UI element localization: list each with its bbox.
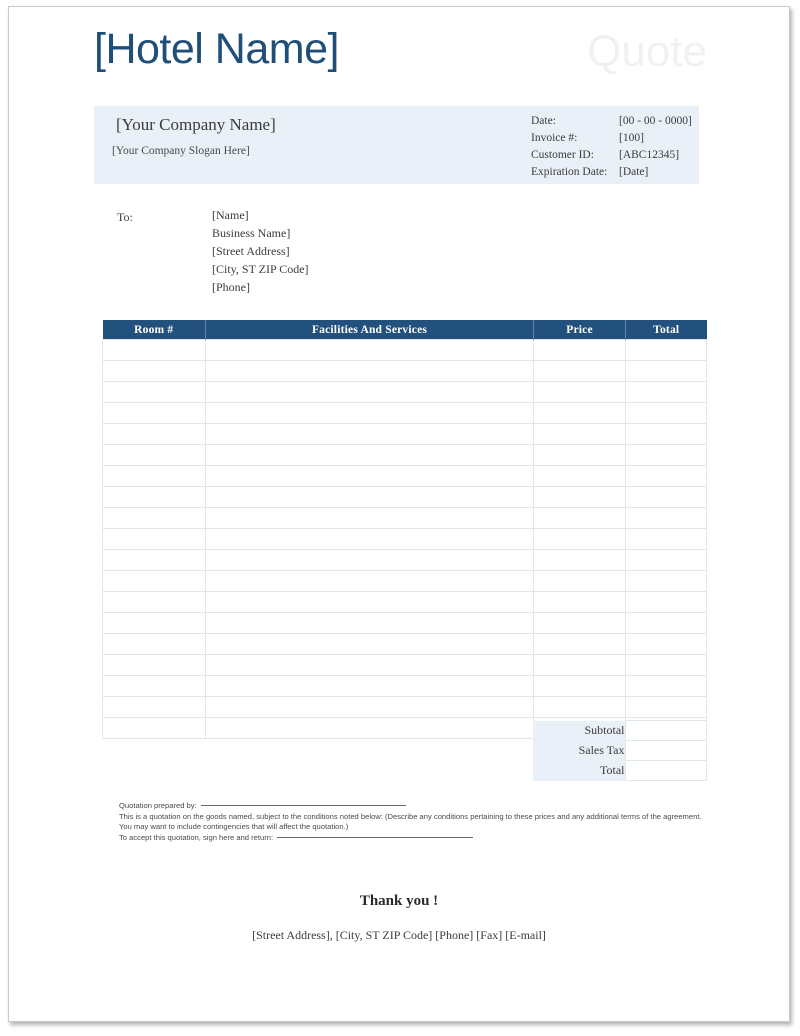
cell-room[interactable]	[103, 340, 206, 361]
meta-label-invoice: Invoice #:	[531, 132, 578, 144]
recipient-line-phone: [Phone]	[212, 280, 250, 294]
cell-total[interactable]	[626, 613, 707, 634]
footer-contact-line: [Street Address], [City, ST ZIP Code] [Phone] [Fax] [E-mail]	[252, 928, 546, 942]
cell-price[interactable]	[534, 592, 626, 613]
cell-price[interactable]	[534, 445, 626, 466]
cell-facilities[interactable]	[206, 403, 534, 424]
quote-meta-table	[531, 115, 692, 183]
totals-row-sales-tax	[533, 741, 706, 761]
cell-room[interactable]	[103, 424, 206, 445]
cell-room[interactable]	[103, 676, 206, 697]
cell-total[interactable]	[626, 508, 707, 529]
meta-label-expiration: Expiration Date:	[531, 166, 608, 178]
cell-price[interactable]	[534, 487, 626, 508]
line-items-header	[103, 320, 707, 340]
cell-room[interactable]	[103, 361, 206, 382]
cell-facilities[interactable]	[206, 697, 534, 718]
cell-price[interactable]	[534, 676, 626, 697]
cell-price[interactable]	[534, 466, 626, 487]
cell-room[interactable]	[103, 487, 206, 508]
meta-value-date: [00 - 00 - 0000]	[619, 115, 692, 127]
cell-price[interactable]	[534, 550, 626, 571]
cell-total[interactable]	[626, 676, 707, 697]
table-row	[103, 613, 707, 634]
quote-watermark: Quote	[587, 27, 707, 76]
cell-facilities[interactable]	[206, 466, 534, 487]
cell-facilities[interactable]	[206, 340, 534, 361]
accept-label: To accept this quotation, sign here and return:	[119, 832, 274, 842]
cell-room[interactable]	[103, 592, 206, 613]
table-row	[103, 550, 707, 571]
column-header-room: Room #	[103, 320, 206, 340]
meta-row	[531, 149, 692, 166]
cell-facilities[interactable]	[206, 487, 534, 508]
table-row	[103, 424, 707, 445]
recipient-line-street: [Street Address]	[212, 244, 290, 258]
cell-facilities[interactable]	[206, 676, 534, 697]
cell-room[interactable]	[103, 697, 206, 718]
prepared-by-signature-rule[interactable]	[201, 805, 406, 806]
meta-row	[531, 166, 692, 183]
cell-total[interactable]	[626, 487, 707, 508]
totals-body	[533, 721, 706, 781]
prepared-by-line	[119, 801, 704, 812]
cell-room[interactable]	[103, 466, 206, 487]
cell-price[interactable]	[534, 529, 626, 550]
cell-price[interactable]	[534, 634, 626, 655]
company-name: [Your Company Name]	[116, 115, 276, 134]
accept-line	[119, 833, 704, 844]
cell-price[interactable]	[534, 424, 626, 445]
cell-total[interactable]	[626, 382, 707, 403]
company-info-band	[94, 106, 699, 184]
totals-table	[533, 720, 707, 781]
cell-total[interactable]	[626, 361, 707, 382]
cell-room[interactable]	[103, 718, 206, 739]
cell-facilities[interactable]	[206, 529, 534, 550]
document-page	[8, 6, 790, 1022]
cell-total[interactable]	[626, 403, 707, 424]
cell-room[interactable]	[103, 550, 206, 571]
totals-label-total: Total	[533, 761, 625, 781]
cell-price[interactable]	[534, 340, 626, 361]
table-row	[103, 361, 707, 382]
recipient-address-lines	[212, 206, 309, 296]
hotel-name-heading: [Hotel Name]	[94, 25, 339, 73]
table-header-row	[103, 320, 707, 340]
cell-price[interactable]	[534, 571, 626, 592]
table-row	[103, 382, 707, 403]
cell-room[interactable]	[103, 529, 206, 550]
table-row	[103, 508, 707, 529]
cell-total[interactable]	[626, 340, 707, 361]
recipient-line-city: [City, ST ZIP Code]	[212, 262, 309, 276]
cell-room[interactable]	[103, 571, 206, 592]
totals-row-total	[533, 761, 706, 781]
totals-label-sales-tax: Sales Tax	[533, 741, 625, 761]
fine-print-block	[119, 801, 704, 843]
table-row	[103, 340, 707, 361]
cell-room[interactable]	[103, 508, 206, 529]
cell-price[interactable]	[534, 697, 626, 718]
cell-facilities[interactable]	[206, 718, 534, 739]
table-row	[103, 403, 707, 424]
cell-total[interactable]	[626, 466, 707, 487]
table-row	[103, 634, 707, 655]
cell-facilities[interactable]	[206, 613, 534, 634]
cell-total[interactable]	[626, 592, 707, 613]
line-items-table	[102, 320, 707, 739]
cell-facilities[interactable]	[206, 592, 534, 613]
cell-price[interactable]	[534, 508, 626, 529]
cell-total[interactable]	[626, 634, 707, 655]
cell-facilities[interactable]	[206, 445, 534, 466]
company-slogan: [Your Company Slogan Here]	[112, 145, 250, 157]
cell-price[interactable]	[534, 403, 626, 424]
meta-row	[531, 132, 692, 149]
accept-signature-rule[interactable]	[277, 837, 473, 838]
totals-label-subtotal: Subtotal	[533, 721, 625, 741]
cell-total[interactable]	[626, 571, 707, 592]
cell-room[interactable]	[103, 403, 206, 424]
table-row	[103, 571, 707, 592]
conditions-text: This is a quotation on the goods named, subject to the conditions noted below: (Describe any conditions pertaining to these prices and any additional terms of the agreement. You may want to include contingencies that will affect the quotation.)	[119, 811, 702, 832]
meta-row	[531, 115, 692, 132]
cell-room[interactable]	[103, 613, 206, 634]
cell-price[interactable]	[534, 382, 626, 403]
meta-label-date: Date:	[531, 115, 556, 127]
table-row	[103, 655, 707, 676]
totals-value-total[interactable]	[625, 761, 706, 781]
meta-value-invoice: [100]	[619, 132, 644, 144]
recipient-line-name: [Name]	[212, 208, 249, 222]
meta-value-customer-id: [ABC12345]	[619, 149, 680, 161]
table-row	[103, 529, 707, 550]
recipient-label: To:	[117, 210, 133, 224]
cell-facilities[interactable]	[206, 550, 534, 571]
cell-facilities[interactable]	[206, 634, 534, 655]
cell-total[interactable]	[626, 445, 707, 466]
cell-facilities[interactable]	[206, 571, 534, 592]
totals-value-subtotal[interactable]	[625, 721, 706, 741]
quote-meta-body	[531, 115, 692, 183]
meta-value-expiration: [Date]	[619, 166, 649, 178]
table-row	[103, 592, 707, 613]
cell-room[interactable]	[103, 382, 206, 403]
cell-price[interactable]	[534, 361, 626, 382]
cell-facilities[interactable]	[206, 424, 534, 445]
table-row	[103, 445, 707, 466]
thank-you-message: Thank you !	[359, 893, 439, 909]
cell-facilities[interactable]	[206, 508, 534, 529]
cell-total[interactable]	[626, 424, 707, 445]
totals-row-subtotal	[533, 721, 706, 741]
cell-total[interactable]	[626, 655, 707, 676]
cell-price[interactable]	[534, 655, 626, 676]
totals-value-sales-tax[interactable]	[625, 741, 706, 761]
cell-facilities[interactable]	[206, 382, 534, 403]
table-row	[103, 466, 707, 487]
table-row	[103, 697, 707, 718]
column-header-total: Total	[626, 320, 707, 340]
cell-price[interactable]	[534, 613, 626, 634]
cell-facilities[interactable]	[206, 361, 534, 382]
meta-label-customer-id: Customer ID:	[531, 149, 594, 161]
line-items-body	[103, 340, 707, 739]
cell-total[interactable]	[626, 529, 707, 550]
column-header-price: Price	[534, 320, 626, 340]
cell-total[interactable]	[626, 697, 707, 718]
cell-room[interactable]	[103, 445, 206, 466]
cell-room[interactable]	[103, 634, 206, 655]
cell-facilities[interactable]	[206, 655, 534, 676]
cell-total[interactable]	[626, 550, 707, 571]
table-row	[103, 487, 707, 508]
recipient-line-business: Business Name]	[212, 226, 291, 240]
cell-room[interactable]	[103, 655, 206, 676]
prepared-by-label: Quotation prepared by:	[119, 801, 197, 810]
column-header-facilities: Facilities And Services	[206, 320, 534, 340]
masthead	[9, 7, 789, 103]
table-row	[103, 676, 707, 697]
